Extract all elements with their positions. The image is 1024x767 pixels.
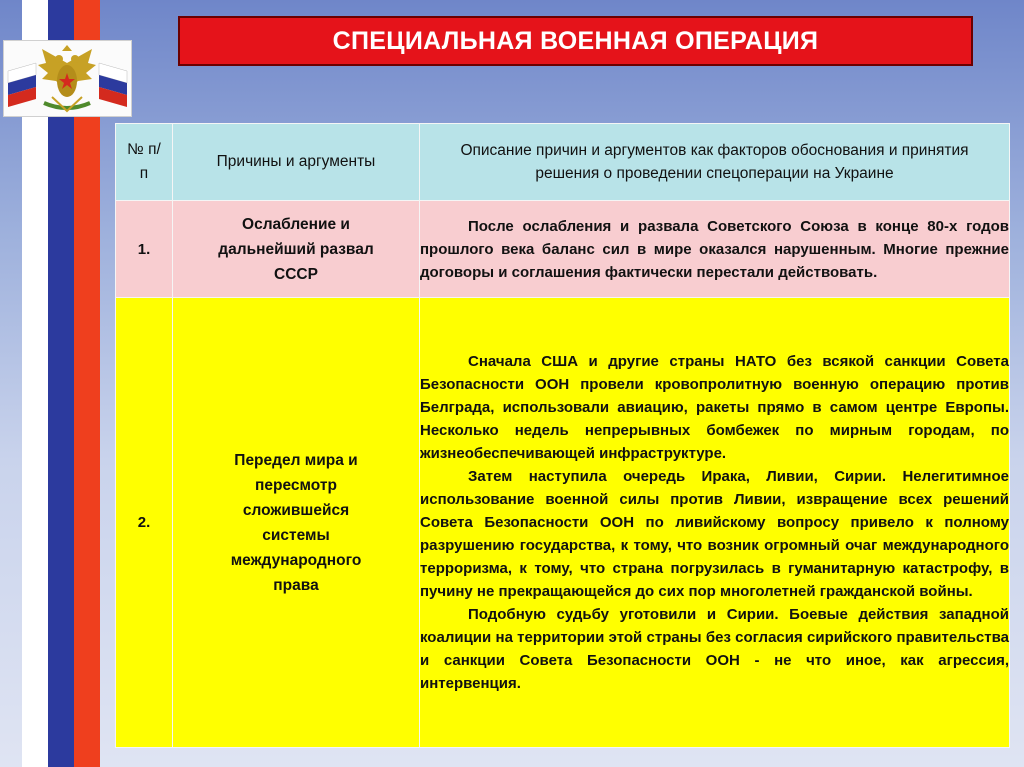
- emblem: [3, 40, 132, 117]
- double-headed-eagle-emblem-icon: [4, 41, 131, 116]
- row-description: [420, 298, 1010, 748]
- description-paragraph: Сначала США и другие страны НАТО без всякой санкции Совета Безопасности ООН провели кровопролитную военную операцию против Белграда, использовали авиацию, ракеты прямо в самом центре Европы. Несколько недель непрерывных бомбежек по мирным городам, по жизнеобеспечивающей инфраструктуре.: [420, 353, 1009, 462]
- row-cause: Ослабление и дальнейший развал СССР: [173, 201, 420, 298]
- table-row: [116, 298, 1010, 748]
- page-title: СПЕЦИАЛЬНАЯ ВОЕННАЯ ОПЕРАЦИЯ: [178, 16, 973, 66]
- header-causes: Причины и аргументы: [173, 124, 420, 201]
- row-description: [420, 201, 1010, 298]
- table-row: [116, 201, 1010, 298]
- row-num: 2.: [116, 298, 173, 748]
- row-num: 1.: [116, 201, 173, 298]
- row-cause: Передел мира и пересмотр сложившейся системы международного права: [173, 298, 420, 748]
- description-paragraph: После ослабления и развала Советского Союза в конце 80-х годов прошлого века баланс сил в мире оказался нарушенным. Многие прежние договоры и соглашения фактически перестали действовать.: [420, 217, 1009, 281]
- table-header-row: [116, 124, 1010, 201]
- header-num: № п/п: [116, 124, 173, 201]
- description-paragraph: Затем наступила очередь Ирака, Ливии, Сирии. Нелегитимное использование военной силы против Ливии, извращение всех решений Совета Безопасности ООН по ливийскому вопросу привело к полному разрушению государства, к тому, что возник огромный очаг международного терроризма, к тому, что страна погрузилась в гуманитарную катастрофу, в пучину не прекращающейся до сих пор многолетней гражданской войны.: [420, 468, 1009, 600]
- description-paragraph: Подобную судьбу уготовили и Сирии. Боевые действия западной коалиции на территории этой страны без согласия сирийского правительства и санкции Совета Безопасности ООН - не что иное, как агрессия, интервенция.: [420, 606, 1009, 692]
- header-description: Описание причин и аргументов как факторов обоснования и принятия решения о проведении спецоперации на Украине: [420, 124, 1010, 201]
- causes-table: [115, 123, 1010, 748]
